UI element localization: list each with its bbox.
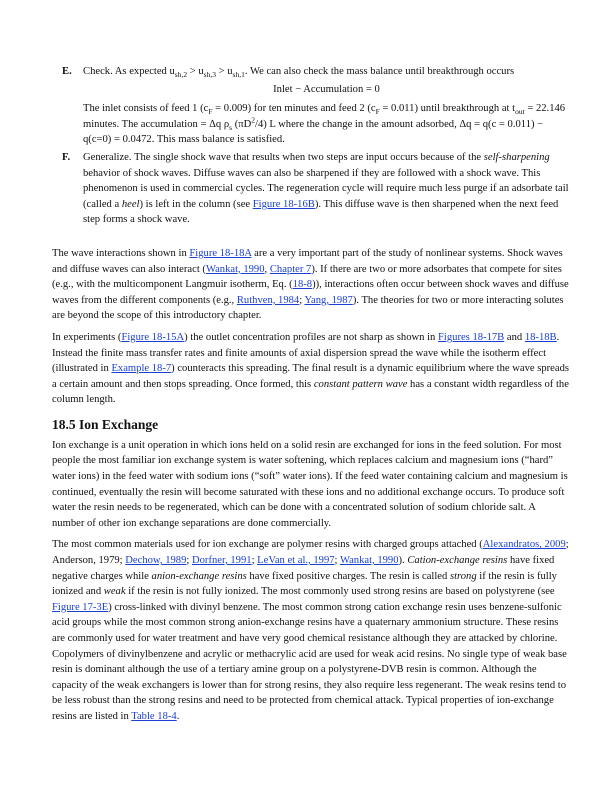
link-yang-1987[interactable]: Yang, 1987 xyxy=(304,294,353,306)
link-levan-1997[interactable]: LeVan et al., 1997 xyxy=(257,555,335,567)
link-wankat-1990[interactable]: Wankat, 1990 xyxy=(205,263,265,275)
item-f-text: Generalize. The single shock wave that results when two steps are input occurs because of the self-sharpening behavior of shock waves. Diffuse waves can also be sharpened if they are followed with a shock wave. This phenomenon is used in commercial cycles. The regeneration cycle will require much less purge if an adsorbate tail (called a heel) is left in the column (see Figure 18-16B). This diffuse wave is then sharpened when the next feed step forms a shock wave. xyxy=(83,151,569,226)
paragraph-experiments: In experiments (Figure 18-15A) the outlet concentration profiles are not sharp as shown in Figures 18-17B and 18-18B. Instead the finite mass transfer rates and finite amounts of axial dispersion spread the wave while the isotherm effect (illustrated in Example 18-7) counteracts this spreading. The final result is a dynamic equilibrium where the wave spreads a certain amount and then stops spreading. Once formed, this constant pattern wave has a constant width regardless of the column length. xyxy=(52,331,570,406)
list-item-e xyxy=(62,64,570,148)
link-18-18b[interactable]: 18-18B xyxy=(524,331,557,343)
paragraph-ion-exchange-intro: Ion exchange is a unit operation in which ions held on a solid resin are exchanged for ions in the feed solution. For most people the most familiar ion exchange system is water softening, which replaces calcium and magnesium ions (“hard” water ions) in the feed water with sodium ions (“soft” water ions). If the feed water containing calcium and magnesium is continued, eventually the resin will become saturated with these ions and no additional exchange occurs. To produce soft water the resin needs to be regenerated, which can be done with a concentrated solution of sodium chloride salt. A number of other ion exchange separations are done commercially. xyxy=(52,439,568,529)
link-alexandratos-2009[interactable]: Alexandratos, 2009 xyxy=(482,539,566,551)
document-page xyxy=(52,64,570,725)
paragraph-wave-interactions: The wave interactions shown in Figure 18-18A are a very important part of the study of nonlinear systems. Shock waves and diffuse waves can also interact (Wankat, 1990, Chapter 7). If there are two or more adsorbates that compete for sites (e.g., with the multicomponent Langmuir isotherm, Eq. (18-8)), interactions often occur between shock waves and diffuse waves from the different components (e.g., Ruthven, 1984; Yang, 1987). The theories for two or more interacting solutes are beyond the scope of this introductory chapter. xyxy=(52,247,569,322)
link-dorfner-1991[interactable]: Dorfner, 1991 xyxy=(191,555,252,567)
mass-balance-equation: Inlet − Accumulation = 0 xyxy=(273,83,380,95)
link-dechow-1989[interactable]: Dechow, 1989 xyxy=(125,555,187,567)
link-figure-18-16b[interactable]: Figure 18-16B xyxy=(252,198,315,210)
section-heading: 18.5 Ion Exchange xyxy=(52,416,159,432)
list-marker-e: E. xyxy=(62,66,72,77)
link-example-18-7[interactable]: Example 18-7 xyxy=(111,363,172,375)
link-eq-18-8[interactable]: 18-8 xyxy=(292,279,313,291)
paragraph-ion-exchange-materials: The most common materials used for ion exchange are polymer resins with charged groups attached (Alexandratos, 2009; Anderson, 1979; Dechow, 1989; Dorfner, 1991; LeVan et al., 1997; Wankat, 1990). Cation-exchange resins have fixed negative charges while anion-exchange resins have fixed positive charges. The resin is called strong if the resin is fully ionized and weak if the resin is not fully ionized. The most commonly used strong resins are based on polystyrene (see Figure 17-3E) cross-linked with divinyl benzene. The most common strong cation exchange resin uses benzene-sulfonic acid groups while the most common strong anion-exchange resins have a quaternary ammonium structure. These resins are commonly used for water treatment and have very good chemical resistance although they are attacked by chlorine. Copolymers of divinylbenzene and acrylic or methacrylic acid are used for weak acid resins. No single type of weak base resin is dominant although the use of a tertiary amine group on a polystyrene-DVB resin is common. Although the capacity of the weak exchangers is lower than for strong resins, they also require less regenerant. The weak resins tend to be less robust than the strong resins and need to be protected from chemical attack. Typical properties of ion-exchange resins are listed in Table 18-4. xyxy=(52,539,569,722)
item-e-inlet-text: The inlet consists of feed 1 $(c_F = 0.009)$ for ten minutes and feed 2 $(c_F = 0.011)$ until breakthrough at $t_{out} = 22.146$ minutes. The accumulation = Δq $\rho_s$ $(\pi D^2/4)$ L where the change in the amount adsorbed, Δq = q(c = 0.011) − q(c=0) = 0.0472. This mass balance is satisfied. xyxy=(83,103,566,146)
link-figure-18-15a[interactable]: Figure 18-15A xyxy=(121,331,185,343)
link-figure-18-18a[interactable]: Figure 18-18A xyxy=(189,247,252,259)
link-figures-18-17b[interactable]: Figures 18-17B xyxy=(438,331,505,343)
item-e-lead: Check. xyxy=(83,66,113,77)
link-wankat-1990-b[interactable]: Wankat, 1990 xyxy=(339,555,399,567)
list-marker-f: F. xyxy=(62,151,71,163)
item-e-text: Check. As expected $u_{sh,2} > u_{sh,3} > u_{sh,1}$. We can also check the mass balance until breakthrough occurs xyxy=(83,66,515,80)
item-f-lead: Generalize. xyxy=(83,151,132,163)
link-ruthven-1984[interactable]: Ruthven, 1984 xyxy=(236,294,300,306)
link-figure-17-3e[interactable]: Figure 17-3E xyxy=(52,601,109,613)
link-table-18-4[interactable]: Table 18-4 xyxy=(131,710,177,722)
link-chapter-7[interactable]: Chapter 7 xyxy=(269,263,312,275)
list-item-f xyxy=(62,150,570,228)
